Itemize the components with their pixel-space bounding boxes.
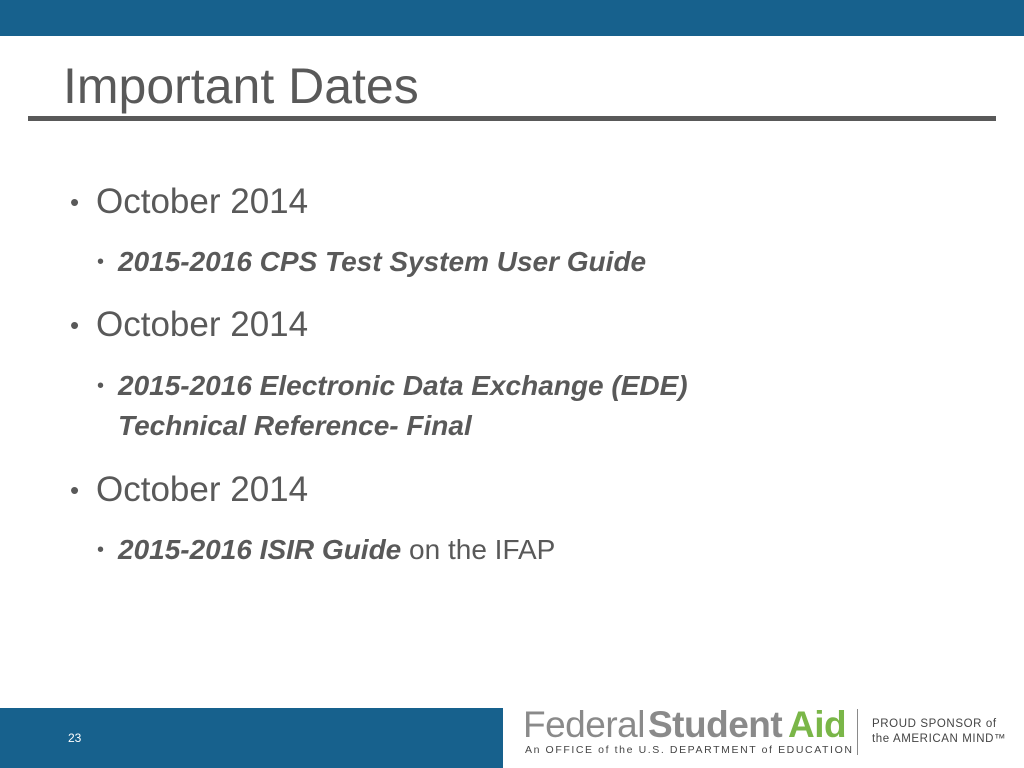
document-title: 2015-2016 Electronic Data Exchange (EDE) Technical Reference- Final — [118, 370, 688, 441]
page-number: 23 — [68, 731, 82, 745]
bullet-icon: • — [70, 310, 80, 340]
bullet-icon: • — [70, 475, 80, 505]
sponsor-text — [872, 717, 1006, 747]
date-text: October 2014 — [96, 305, 309, 344]
document-text — [118, 366, 818, 446]
date-text: October 2014 — [96, 182, 309, 221]
logo-word-aid: Aid — [788, 704, 847, 745]
bullet-icon: • — [97, 539, 105, 561]
document-text — [118, 242, 858, 282]
sponsor-line-2: the AMERICAN MIND™ — [872, 733, 1007, 745]
logo-word-student: Student — [648, 704, 783, 745]
document-text — [118, 530, 858, 570]
document-note: on the IFAP — [401, 534, 556, 565]
document-title: 2015-2016 CPS Test System User Guide — [118, 246, 647, 277]
document-title: 2015-2016 ISIR Guide — [118, 534, 402, 565]
logo-word-federal: Federal — [523, 704, 645, 745]
federal-student-aid-logo — [523, 704, 853, 764]
bullet-icon: • — [97, 251, 105, 273]
logo-divider — [857, 709, 858, 755]
sponsor-line-1: PROUD SPONSOR of — [872, 718, 997, 730]
date-text: October 2014 — [96, 470, 309, 509]
slide-title: Important Dates — [63, 58, 419, 114]
bullet-icon: • — [97, 375, 105, 397]
logo-tagline: An OFFICE of the U.S. DEPARTMENT of EDUCATION — [525, 744, 854, 756]
bullet-icon: • — [70, 187, 80, 217]
